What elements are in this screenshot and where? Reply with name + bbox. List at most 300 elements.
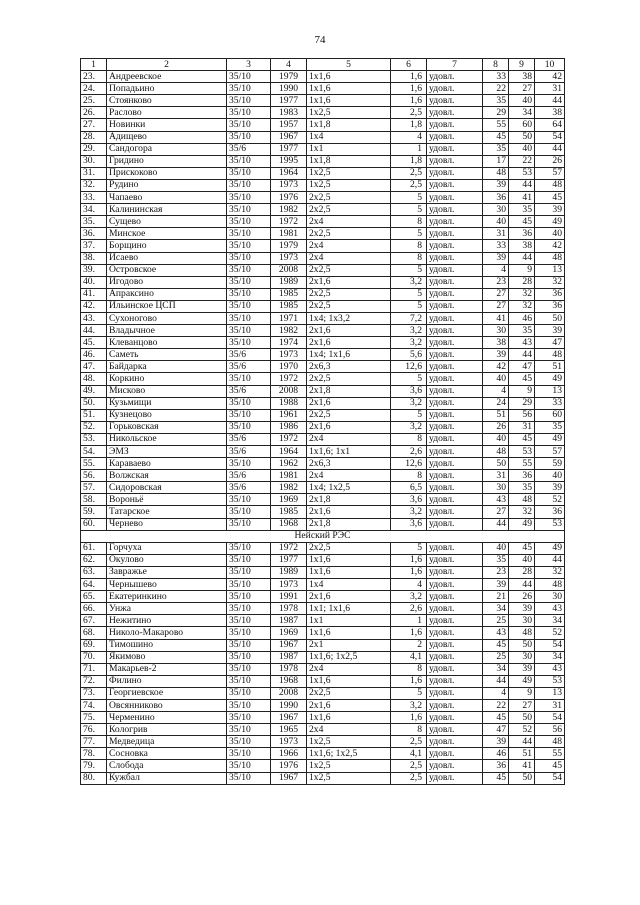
table-row	[81, 675, 565, 687]
value-col-8-cell: 35	[483, 143, 509, 155]
row-number-cell: 61.	[81, 542, 107, 554]
value-col-10-cell: 42	[535, 71, 565, 83]
transformer-config-cell: 2х4	[307, 240, 391, 252]
value-col-9-cell: 32	[509, 300, 535, 312]
condition-cell: удовл.	[427, 95, 483, 107]
value-col-10-cell: 39	[535, 325, 565, 337]
installed-capacity-cell: 3,6	[391, 385, 427, 397]
header-cell-9: 9	[509, 59, 535, 71]
condition-cell: удовл.	[427, 228, 483, 240]
row-number-cell: 75.	[81, 712, 107, 724]
year-built-cell: 1969	[271, 494, 307, 506]
value-col-9-cell: 52	[509, 724, 535, 736]
value-col-10-cell: 36	[535, 506, 565, 518]
table-row	[81, 312, 565, 324]
condition-cell: удовл.	[427, 687, 483, 699]
value-col-10-cell: 49	[535, 216, 565, 228]
transformer-config-cell: 1х4; 1х2,5	[307, 482, 391, 494]
substation-name-cell: Сухоногово	[107, 312, 227, 324]
year-built-cell: 1977	[271, 554, 307, 566]
transformer-config-cell: 1х1	[307, 143, 391, 155]
value-col-8-cell: 39	[483, 579, 509, 591]
value-col-10-cell: 54	[535, 772, 565, 784]
voltage-class-cell: 35/10	[227, 252, 271, 264]
substation-name-cell: Исаево	[107, 252, 227, 264]
value-col-10-cell: 34	[535, 615, 565, 627]
value-col-8-cell: 45	[483, 131, 509, 143]
voltage-class-cell: 35/10	[227, 179, 271, 191]
header-cell-5: 5	[307, 59, 391, 71]
value-col-10-cell: 45	[535, 192, 565, 204]
value-col-9-cell: 55	[509, 458, 535, 470]
year-built-cell: 1976	[271, 760, 307, 772]
transformer-config-cell: 1х2,5	[307, 179, 391, 191]
condition-cell: удовл.	[427, 712, 483, 724]
installed-capacity-cell: 12,6	[391, 361, 427, 373]
year-built-cell: 1979	[271, 71, 307, 83]
value-col-9-cell: 46	[509, 312, 535, 324]
table-row	[81, 107, 565, 119]
value-col-9-cell: 34	[509, 107, 535, 119]
row-number-cell: 52.	[81, 421, 107, 433]
substation-name-cell: Екатеринкино	[107, 591, 227, 603]
substation-name-cell: Рудино	[107, 179, 227, 191]
substation-name-cell: Черменино	[107, 712, 227, 724]
value-col-8-cell: 23	[483, 566, 509, 578]
table-row	[81, 167, 565, 179]
row-number-cell: 53.	[81, 433, 107, 445]
value-col-10-cell: 53	[535, 518, 565, 530]
row-number-cell: 66.	[81, 603, 107, 615]
table-row	[81, 337, 565, 349]
year-built-cell: 1991	[271, 591, 307, 603]
value-col-10-cell: 44	[535, 95, 565, 107]
value-col-8-cell: 43	[483, 627, 509, 639]
year-built-cell: 1978	[271, 663, 307, 675]
transformer-config-cell: 2х2,5	[307, 228, 391, 240]
value-col-8-cell: 29	[483, 107, 509, 119]
voltage-class-cell: 35/10	[227, 627, 271, 639]
value-col-8-cell: 4	[483, 264, 509, 276]
voltage-class-cell: 35/10	[227, 276, 271, 288]
page-number: 74	[314, 34, 326, 46]
row-number-cell: 71.	[81, 663, 107, 675]
row-number-cell: 46.	[81, 349, 107, 361]
substation-name-cell: ЭМЗ	[107, 446, 227, 458]
voltage-class-cell: 35/6	[227, 470, 271, 482]
substation-name-cell: Адищево	[107, 131, 227, 143]
value-col-10-cell: 33	[535, 397, 565, 409]
installed-capacity-cell: 1,6	[391, 675, 427, 687]
value-col-8-cell: 38	[483, 337, 509, 349]
year-built-cell: 1989	[271, 276, 307, 288]
value-col-10-cell: 36	[535, 300, 565, 312]
installed-capacity-cell: 1,8	[391, 155, 427, 167]
value-col-10-cell: 38	[535, 107, 565, 119]
table-row	[81, 204, 565, 216]
substation-name-cell: Апраксино	[107, 288, 227, 300]
value-col-9-cell: 51	[509, 748, 535, 760]
condition-cell: удовл.	[427, 397, 483, 409]
value-col-8-cell: 45	[483, 772, 509, 784]
row-number-cell: 47.	[81, 361, 107, 373]
installed-capacity-cell: 1,6	[391, 566, 427, 578]
value-col-9-cell: 60	[509, 119, 535, 131]
row-number-cell: 37.	[81, 240, 107, 252]
voltage-class-cell: 35/6	[227, 446, 271, 458]
condition-cell: удовл.	[427, 760, 483, 772]
year-built-cell: 1988	[271, 397, 307, 409]
value-col-10-cell: 48	[535, 179, 565, 191]
value-col-8-cell: 23	[483, 276, 509, 288]
voltage-class-cell: 35/10	[227, 312, 271, 324]
row-number-cell: 63.	[81, 566, 107, 578]
value-col-10-cell: 50	[535, 312, 565, 324]
condition-cell: удовл.	[427, 83, 483, 95]
value-col-9-cell: 39	[509, 663, 535, 675]
installed-capacity-cell: 3,2	[391, 397, 427, 409]
table-row	[81, 506, 565, 518]
transformer-config-cell: 1х1,6	[307, 675, 391, 687]
table-row	[81, 433, 565, 445]
year-built-cell: 1978	[271, 603, 307, 615]
voltage-class-cell: 35/10	[227, 748, 271, 760]
condition-cell: удовл.	[427, 300, 483, 312]
value-col-8-cell: 51	[483, 409, 509, 421]
substation-name-cell: Георгиевское	[107, 687, 227, 699]
installed-capacity-cell: 3,2	[391, 699, 427, 711]
substation-name-cell: Ильинское ЦСП	[107, 300, 227, 312]
value-col-8-cell: 30	[483, 482, 509, 494]
condition-cell: удовл.	[427, 409, 483, 421]
table-row	[81, 288, 565, 300]
value-col-9-cell: 44	[509, 179, 535, 191]
installed-capacity-cell: 5	[391, 373, 427, 385]
value-col-10-cell: 54	[535, 131, 565, 143]
transformer-config-cell: 2х1,6	[307, 421, 391, 433]
voltage-class-cell: 35/10	[227, 615, 271, 627]
year-built-cell: 1985	[271, 300, 307, 312]
substation-name-cell: Владычное	[107, 325, 227, 337]
condition-cell: удовл.	[427, 192, 483, 204]
table-row	[81, 470, 565, 482]
year-built-cell: 1977	[271, 95, 307, 107]
installed-capacity-cell: 2,5	[391, 760, 427, 772]
year-built-cell: 1981	[271, 228, 307, 240]
voltage-class-cell: 35/10	[227, 325, 271, 337]
voltage-class-cell: 35/10	[227, 373, 271, 385]
installed-capacity-cell: 8	[391, 470, 427, 482]
table-row	[81, 699, 565, 711]
table-row	[81, 95, 565, 107]
value-col-9-cell: 50	[509, 712, 535, 724]
voltage-class-cell: 35/10	[227, 518, 271, 530]
voltage-class-cell: 35/10	[227, 240, 271, 252]
voltage-class-cell: 35/10	[227, 675, 271, 687]
value-col-8-cell: 39	[483, 349, 509, 361]
value-col-8-cell: 22	[483, 699, 509, 711]
voltage-class-cell: 35/6	[227, 433, 271, 445]
year-built-cell: 1987	[271, 615, 307, 627]
transformer-config-cell: 1х4; 1х1,6	[307, 349, 391, 361]
condition-cell: удовл.	[427, 446, 483, 458]
value-col-8-cell: 25	[483, 615, 509, 627]
condition-cell: удовл.	[427, 699, 483, 711]
value-col-8-cell: 34	[483, 663, 509, 675]
value-col-8-cell: 35	[483, 554, 509, 566]
transformer-config-cell: 2х4	[307, 470, 391, 482]
value-col-10-cell: 42	[535, 240, 565, 252]
substation-name-cell: Гридино	[107, 155, 227, 167]
transformer-config-cell: 1х1,6	[307, 566, 391, 578]
substation-name-cell: Байдарка	[107, 361, 227, 373]
value-col-9-cell: 39	[509, 603, 535, 615]
table-row	[81, 566, 565, 578]
voltage-class-cell: 35/10	[227, 736, 271, 748]
value-col-8-cell: 33	[483, 240, 509, 252]
year-built-cell: 1961	[271, 409, 307, 421]
voltage-class-cell: 35/10	[227, 724, 271, 736]
condition-cell: удовл.	[427, 312, 483, 324]
substation-name-cell: Чернево	[107, 518, 227, 530]
voltage-class-cell: 35/10	[227, 712, 271, 724]
row-number-cell: 50.	[81, 397, 107, 409]
row-number-cell: 55.	[81, 458, 107, 470]
year-built-cell: 1972	[271, 216, 307, 228]
table-row	[81, 385, 565, 397]
year-built-cell: 1995	[271, 155, 307, 167]
value-col-9-cell: 49	[509, 518, 535, 530]
value-col-8-cell: 42	[483, 361, 509, 373]
substation-name-cell: Завражье	[107, 566, 227, 578]
substation-table	[80, 58, 565, 785]
table-row	[81, 361, 565, 373]
value-col-9-cell: 29	[509, 397, 535, 409]
transformer-config-cell: 2х6,3	[307, 458, 391, 470]
voltage-class-cell: 35/10	[227, 337, 271, 349]
transformer-config-cell: 2х1	[307, 639, 391, 651]
table-row	[81, 446, 565, 458]
value-col-10-cell: 32	[535, 276, 565, 288]
value-col-9-cell: 48	[509, 627, 535, 639]
year-built-cell: 1969	[271, 627, 307, 639]
value-col-10-cell: 56	[535, 724, 565, 736]
condition-cell: удовл.	[427, 663, 483, 675]
substation-name-cell: Раслово	[107, 107, 227, 119]
value-col-8-cell: 27	[483, 506, 509, 518]
condition-cell: удовл.	[427, 579, 483, 591]
value-col-10-cell: 57	[535, 446, 565, 458]
value-col-8-cell: 50	[483, 458, 509, 470]
voltage-class-cell: 35/10	[227, 591, 271, 603]
value-col-8-cell: 45	[483, 639, 509, 651]
year-built-cell: 1964	[271, 446, 307, 458]
substation-name-cell: Вороньё	[107, 494, 227, 506]
value-col-9-cell: 41	[509, 760, 535, 772]
installed-capacity-cell: 7,2	[391, 312, 427, 324]
row-number-cell: 79.	[81, 760, 107, 772]
substation-name-cell: Клеванцово	[107, 337, 227, 349]
year-built-cell: 1972	[271, 433, 307, 445]
condition-cell: удовл.	[427, 772, 483, 784]
row-number-cell: 31.	[81, 167, 107, 179]
installed-capacity-cell: 5	[391, 409, 427, 421]
year-built-cell: 1981	[271, 470, 307, 482]
table-row	[81, 131, 565, 143]
section-row	[81, 530, 565, 542]
section-title: Нейский РЭС	[81, 530, 565, 542]
value-col-10-cell: 53	[535, 675, 565, 687]
voltage-class-cell: 35/10	[227, 651, 271, 663]
substation-name-cell: Филино	[107, 675, 227, 687]
row-number-cell: 33.	[81, 192, 107, 204]
transformer-config-cell: 2х2,5	[307, 192, 391, 204]
substation-name-cell: Борщино	[107, 240, 227, 252]
value-col-10-cell: 47	[535, 337, 565, 349]
table-row	[81, 264, 565, 276]
row-number-cell: 26.	[81, 107, 107, 119]
value-col-8-cell: 39	[483, 179, 509, 191]
table-row	[81, 240, 565, 252]
value-col-10-cell: 49	[535, 373, 565, 385]
transformer-config-cell: 2х1,8	[307, 494, 391, 506]
value-col-9-cell: 28	[509, 276, 535, 288]
condition-cell: удовл.	[427, 71, 483, 83]
condition-cell: удовл.	[427, 615, 483, 627]
condition-cell: удовл.	[427, 554, 483, 566]
transformer-config-cell: 1х2,5	[307, 772, 391, 784]
installed-capacity-cell: 1,6	[391, 95, 427, 107]
value-col-10-cell: 55	[535, 748, 565, 760]
installed-capacity-cell: 3,2	[391, 276, 427, 288]
condition-cell: удовл.	[427, 276, 483, 288]
value-col-9-cell: 35	[509, 325, 535, 337]
row-number-cell: 24.	[81, 83, 107, 95]
value-col-10-cell: 48	[535, 252, 565, 264]
substation-name-cell: Макарьев-2	[107, 663, 227, 675]
value-col-8-cell: 48	[483, 446, 509, 458]
installed-capacity-cell: 1	[391, 143, 427, 155]
value-col-9-cell: 35	[509, 482, 535, 494]
transformer-config-cell: 2х1,8	[307, 518, 391, 530]
installed-capacity-cell: 8	[391, 433, 427, 445]
installed-capacity-cell: 3,2	[391, 421, 427, 433]
table-row	[81, 651, 565, 663]
row-number-cell: 68.	[81, 627, 107, 639]
transformer-config-cell: 1х1,6	[307, 627, 391, 639]
value-col-9-cell: 38	[509, 71, 535, 83]
value-col-10-cell: 64	[535, 119, 565, 131]
value-col-8-cell: 43	[483, 494, 509, 506]
table-row	[81, 373, 565, 385]
condition-cell: удовл.	[427, 373, 483, 385]
value-col-8-cell: 33	[483, 71, 509, 83]
value-col-10-cell: 44	[535, 143, 565, 155]
condition-cell: удовл.	[427, 421, 483, 433]
installed-capacity-cell: 4,1	[391, 748, 427, 760]
substation-name-cell: Попадьино	[107, 83, 227, 95]
row-number-cell: 54.	[81, 446, 107, 458]
transformer-config-cell: 2х4	[307, 663, 391, 675]
value-col-9-cell: 32	[509, 288, 535, 300]
table-row	[81, 554, 565, 566]
row-number-cell: 64.	[81, 579, 107, 591]
value-col-10-cell: 48	[535, 349, 565, 361]
voltage-class-cell: 35/10	[227, 663, 271, 675]
voltage-class-cell: 35/10	[227, 71, 271, 83]
transformer-config-cell: 1х4	[307, 131, 391, 143]
value-col-8-cell: 39	[483, 736, 509, 748]
row-number-cell: 77.	[81, 736, 107, 748]
installed-capacity-cell: 12,6	[391, 458, 427, 470]
installed-capacity-cell: 3,2	[391, 506, 427, 518]
row-number-cell: 42.	[81, 300, 107, 312]
year-built-cell: 1974	[271, 337, 307, 349]
row-number-cell: 30.	[81, 155, 107, 167]
table-row	[81, 663, 565, 675]
transformer-config-cell: 2х1,6	[307, 337, 391, 349]
value-col-10-cell: 34	[535, 651, 565, 663]
row-number-cell: 60.	[81, 518, 107, 530]
transformer-config-cell: 1х2,5	[307, 760, 391, 772]
transformer-config-cell: 2х4	[307, 724, 391, 736]
year-built-cell: 1982	[271, 325, 307, 337]
value-col-9-cell: 9	[509, 264, 535, 276]
year-built-cell: 1973	[271, 579, 307, 591]
installed-capacity-cell: 2	[391, 639, 427, 651]
installed-capacity-cell: 1,8	[391, 119, 427, 131]
row-number-cell: 49.	[81, 385, 107, 397]
value-col-9-cell: 38	[509, 240, 535, 252]
table-row	[81, 591, 565, 603]
transformer-config-cell: 1х2,5	[307, 167, 391, 179]
table-row	[81, 748, 565, 760]
value-col-9-cell: 49	[509, 675, 535, 687]
value-col-9-cell: 35	[509, 204, 535, 216]
installed-capacity-cell: 6,5	[391, 482, 427, 494]
voltage-class-cell: 35/6	[227, 349, 271, 361]
year-built-cell: 1957	[271, 119, 307, 131]
condition-cell: удовл.	[427, 724, 483, 736]
value-col-10-cell: 52	[535, 627, 565, 639]
transformer-config-cell: 2х4	[307, 216, 391, 228]
installed-capacity-cell: 3,2	[391, 591, 427, 603]
substation-name-cell: Кузьмищи	[107, 397, 227, 409]
value-col-8-cell: 36	[483, 192, 509, 204]
condition-cell: удовл.	[427, 470, 483, 482]
value-col-8-cell: 26	[483, 421, 509, 433]
transformer-config-cell: 2х6,3	[307, 361, 391, 373]
value-col-9-cell: 9	[509, 687, 535, 699]
value-col-8-cell: 22	[483, 83, 509, 95]
voltage-class-cell: 35/10	[227, 288, 271, 300]
substation-name-cell: Сидоровская	[107, 482, 227, 494]
substation-name-cell: Слобода	[107, 760, 227, 772]
transformer-config-cell: 2х1,6	[307, 591, 391, 603]
value-col-10-cell: 57	[535, 167, 565, 179]
value-col-9-cell: 27	[509, 83, 535, 95]
year-built-cell: 1982	[271, 482, 307, 494]
condition-cell: удовл.	[427, 506, 483, 518]
condition-cell: удовл.	[427, 518, 483, 530]
value-col-8-cell: 4	[483, 385, 509, 397]
condition-cell: удовл.	[427, 542, 483, 554]
table-row	[81, 482, 565, 494]
row-number-cell: 57.	[81, 482, 107, 494]
transformer-config-cell: 2х1,6	[307, 276, 391, 288]
voltage-class-cell: 35/10	[227, 216, 271, 228]
header-cell-8: 8	[483, 59, 509, 71]
